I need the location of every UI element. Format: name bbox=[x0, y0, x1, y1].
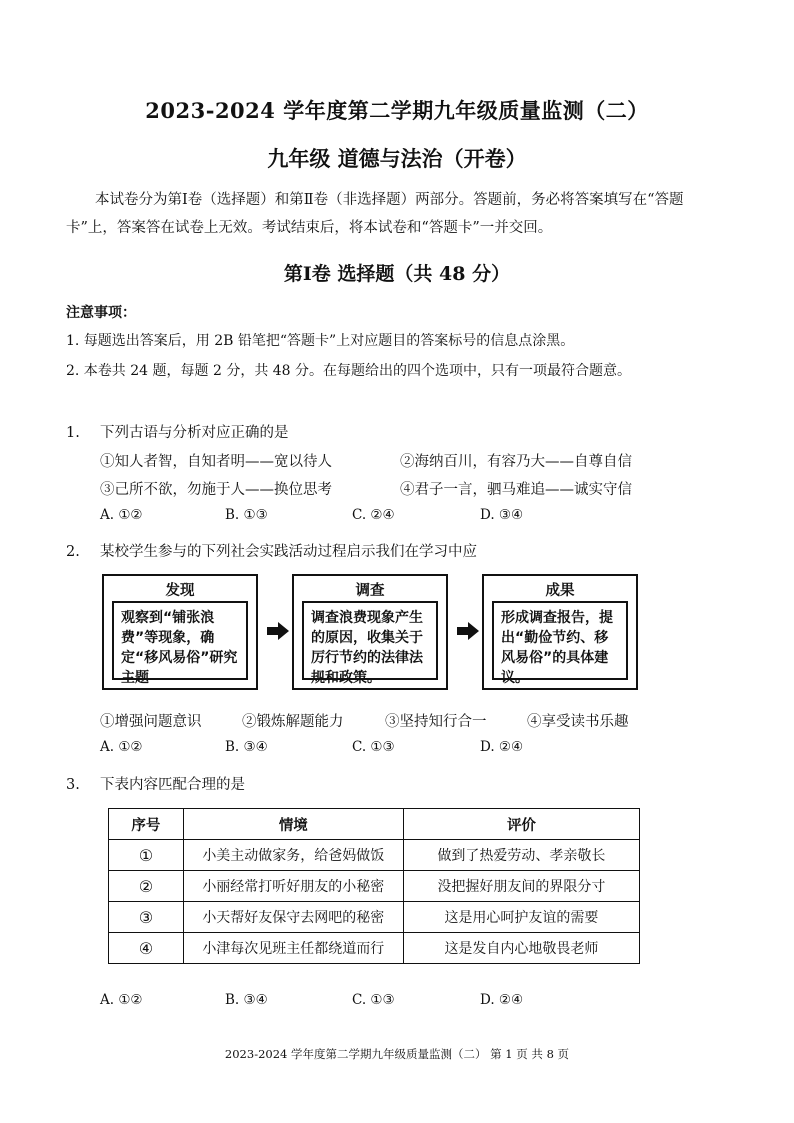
q3-choice-c: C. ①③ bbox=[352, 992, 395, 1008]
question-number: 3. bbox=[66, 777, 80, 793]
column-header-evaluation: 评价 bbox=[403, 809, 639, 840]
row-situation: 小丽经常打听好朋友的小秘密 bbox=[183, 871, 403, 902]
q3-choice-b: B. ③④ bbox=[225, 992, 268, 1008]
flow-step-heading: 发现 bbox=[165, 583, 195, 599]
row-situation: 小津每次见班主任都绕道而行 bbox=[183, 933, 403, 964]
flow-step-heading: 成果 bbox=[545, 583, 575, 599]
q1-option-4: ④君子一言，驷马难追——诚实守信 bbox=[400, 482, 632, 498]
arrow-right-icon bbox=[267, 622, 289, 640]
table-row bbox=[109, 840, 640, 871]
q1-option-1: ①知人者智，自知者明——宽以待人 bbox=[100, 454, 332, 470]
table-header-row bbox=[109, 809, 640, 840]
question-text: 下表内容匹配合理的是 bbox=[100, 777, 245, 793]
q3-choice-a: A. ①② bbox=[100, 992, 143, 1008]
page-footer: 2023-2024 学年度第二学期九年级质量监测（二） 第 1 页 共 8 页 bbox=[224, 1047, 570, 1061]
note-1: 1. 每题选出答案后，用 2B 铅笔把“答题卡”上对应题目的答案标号的信息点涂黑。 bbox=[66, 333, 575, 349]
question-2-stem bbox=[66, 540, 477, 561]
column-header-situation: 情境 bbox=[183, 809, 403, 840]
q1-option-3: ③己所不欲，勿施于人——换位思考 bbox=[100, 482, 332, 498]
row-evaluation: 做到了热爱劳动、孝亲敬长 bbox=[403, 840, 639, 871]
table-row bbox=[109, 933, 640, 964]
flow-step-text: 调查浪费现象产生的原因，收集关于厉行节约的法律法规和政策。 bbox=[302, 601, 438, 680]
flow-step-heading: 调查 bbox=[355, 583, 385, 599]
q1-choice-a: A. ①② bbox=[100, 507, 143, 523]
question-3-stem bbox=[66, 773, 245, 794]
q1-option-2: ②海纳百川，有容乃大——自尊自信 bbox=[400, 454, 632, 470]
question-1-stem bbox=[66, 421, 289, 442]
row-situation: 小天帮好友保守去网吧的秘密 bbox=[183, 902, 403, 933]
row-evaluation: 这是发自内心地敬畏老师 bbox=[403, 933, 639, 964]
q2-choice-a: A. ①② bbox=[100, 739, 143, 755]
note-2: 2. 本卷共 24 题，每题 2 分，共 48 分。在每题给出的四个选项中，只有一项最符合题意。 bbox=[66, 363, 632, 379]
table-row bbox=[109, 902, 640, 933]
exam-subtitle: 九年级 道德与法治（开卷） bbox=[267, 146, 527, 171]
q2-choice-b: B. ③④ bbox=[225, 739, 268, 755]
q2-choice-d: D. ②④ bbox=[480, 739, 524, 755]
flow-step-text: 观察到“铺张浪费”等现象，确定“移风易俗”研究主题 bbox=[112, 601, 248, 680]
row-evaluation: 这是用心呵护友谊的需要 bbox=[403, 902, 639, 933]
q1-choice-c: C. ②④ bbox=[352, 507, 395, 523]
q2-option-4: ④享受读书乐趣 bbox=[527, 714, 629, 730]
matching-table bbox=[108, 808, 640, 964]
question-text: 某校学生参与的下列社会实践活动过程启示我们在学习中应 bbox=[100, 544, 477, 560]
flow-step-investigate bbox=[292, 574, 448, 690]
q2-option-3: ③坚持知行合一 bbox=[385, 714, 487, 730]
flow-step-discover bbox=[102, 574, 258, 690]
column-header-number: 序号 bbox=[109, 809, 184, 840]
section-title: 第Ⅰ卷 选择题（共 48 分） bbox=[283, 263, 511, 285]
question-text: 下列古语与分析对应正确的是 bbox=[100, 425, 289, 441]
arrow-right-icon bbox=[457, 622, 479, 640]
row-evaluation: 没把握好朋友间的界限分寸 bbox=[403, 871, 639, 902]
q2-option-1: ①增强问题意识 bbox=[100, 714, 202, 730]
q2-choice-c: C. ①③ bbox=[352, 739, 395, 755]
flow-step-result bbox=[482, 574, 638, 690]
row-number: ② bbox=[109, 871, 184, 902]
q1-choice-b: B. ①③ bbox=[225, 507, 268, 523]
table-row bbox=[109, 871, 640, 902]
question-number: 1. bbox=[66, 425, 80, 441]
flow-step-text: 形成调查报告，提出“勤俭节约、移风易俗”的具体建议。 bbox=[492, 601, 628, 680]
exam-title: 2023-2024 学年度第二学期九年级质量监测（二） bbox=[145, 98, 649, 123]
exam-instructions: 本试卷分为第Ⅰ卷（选择题）和第Ⅱ卷（非选择题）两部分。答题前，务必将答案填写在“答题卡”上，答案答在试卷上无效。考试结束后，将本试卷和“答题卡”一并交回。 bbox=[66, 192, 684, 236]
q3-choice-d: D. ②④ bbox=[480, 992, 524, 1008]
row-number: ④ bbox=[109, 933, 184, 964]
row-situation: 小美主动做家务，给爸妈做饭 bbox=[183, 840, 403, 871]
q2-option-2: ②锻炼解题能力 bbox=[242, 714, 344, 730]
q1-choice-d: D. ③④ bbox=[480, 507, 524, 523]
row-number: ③ bbox=[109, 902, 184, 933]
question-number: 2. bbox=[66, 544, 80, 560]
row-number: ① bbox=[109, 840, 184, 871]
notes-heading: 注意事项： bbox=[66, 305, 136, 321]
